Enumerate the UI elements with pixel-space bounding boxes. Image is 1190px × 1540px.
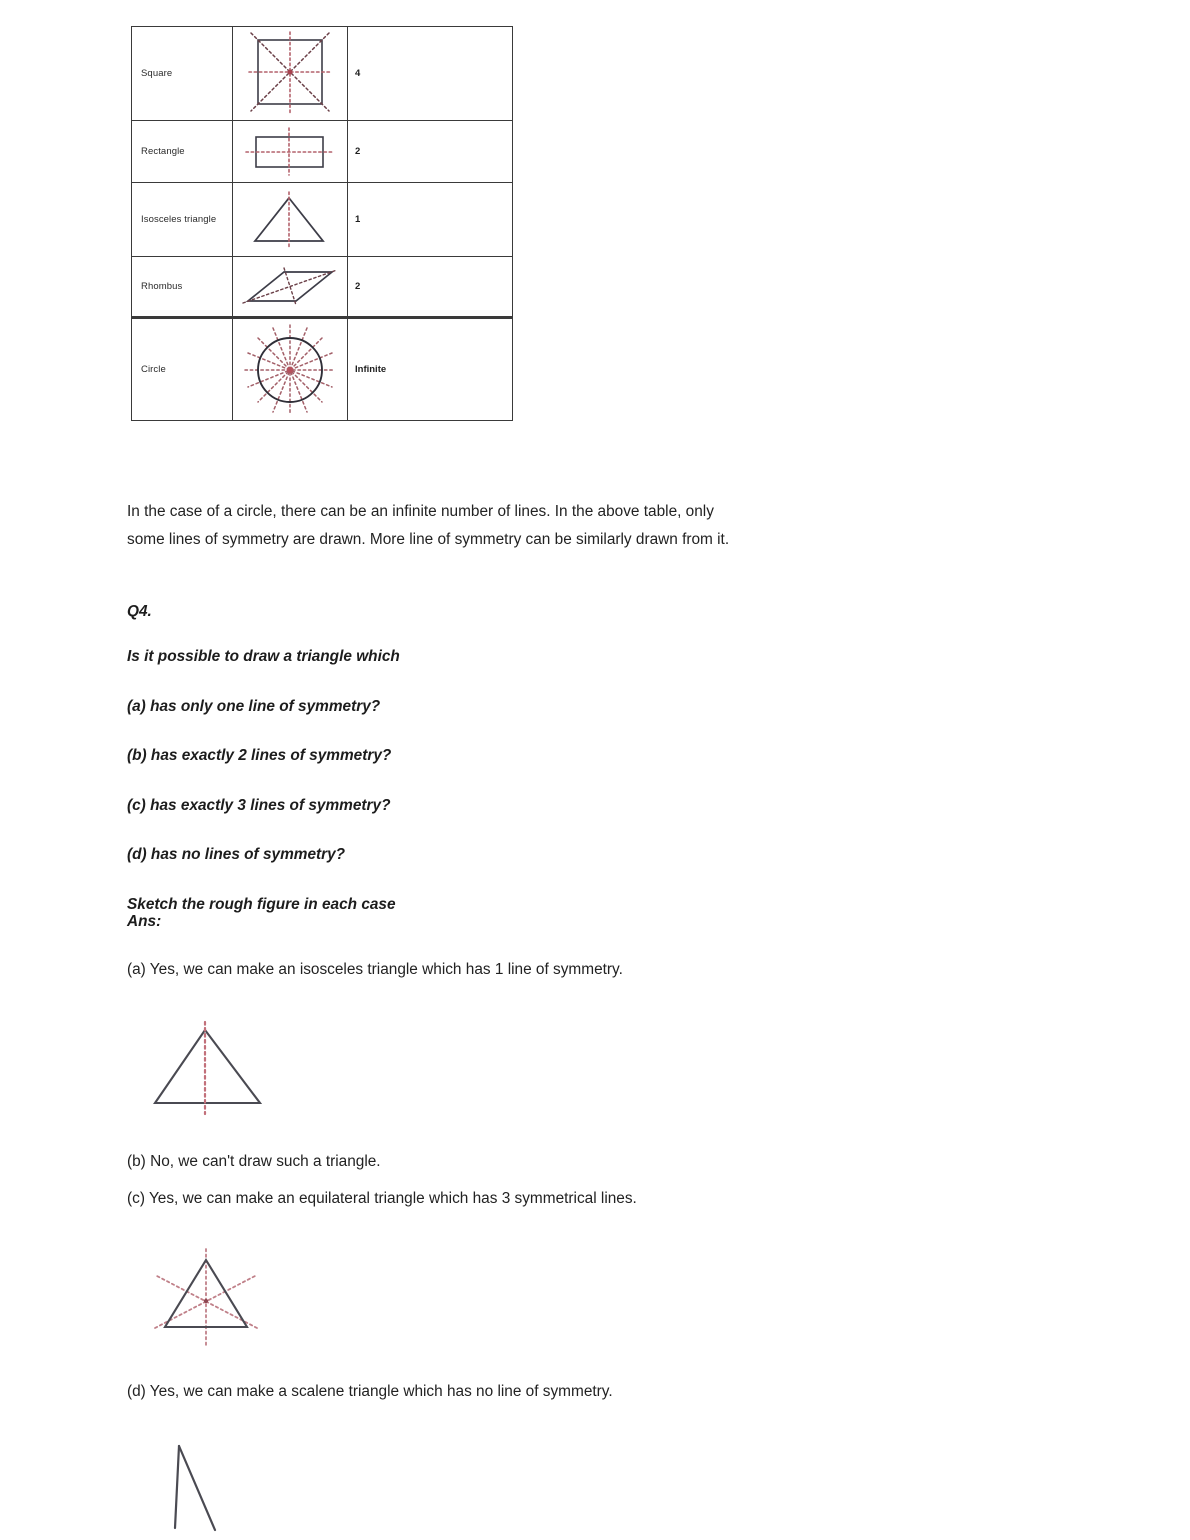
table-row <box>132 318 513 421</box>
square-symmetry-figure <box>233 30 347 118</box>
shape-name-label: Square <box>141 67 173 79</box>
lines-of-symmetry-table <box>131 26 513 421</box>
answer-a-text: (a) Yes, we can make an isosceles triangle which has 1 line of symmetry. <box>127 961 623 978</box>
answer-b-block <box>127 1148 381 1176</box>
shape-name-label: Rectangle <box>141 145 185 157</box>
shape-name-label: Circle <box>141 363 166 375</box>
answer-label-block <box>127 908 161 958</box>
isosceles-triangle-symmetry-figure <box>233 185 347 255</box>
shape-name-label: Isosceles triangle <box>141 213 217 225</box>
question-option-a: (a) has only one line of symmetry? <box>127 697 381 715</box>
intro-paragraph: In the case of a circle, there can be an infinite number of lines. In the above table, only some lines of symmetry are drawn. More line of symmetry can be similarly drawn from it. <box>127 503 730 548</box>
answer-label: Ans: <box>127 913 162 930</box>
shape-name-cell <box>132 183 233 257</box>
question-option-b: (b) has exactly 2 lines of symmetry? <box>127 747 392 764</box>
shape-figure-cell <box>233 27 348 121</box>
lines-count-label: 2 <box>355 146 361 157</box>
equilateral-triangle-three-symmetry-lines-figure <box>143 1244 293 1359</box>
scalene-triangle-no-symmetry-line-figure <box>143 1428 293 1538</box>
shape-figure-cell <box>233 183 348 257</box>
intro-paragraph-block <box>127 498 747 559</box>
lines-count-cell <box>348 27 513 121</box>
answer-c-block <box>127 1185 637 1213</box>
table-row <box>132 27 513 121</box>
shape-name-cell <box>132 318 233 421</box>
rhombus-symmetry-figure <box>233 259 347 315</box>
question-number-block <box>127 598 152 643</box>
answer-b-text: (b) No, we can't draw such a triangle. <box>127 1153 381 1170</box>
question-number: Q4. <box>127 603 152 620</box>
table-row <box>132 257 513 318</box>
lines-count-cell <box>348 183 513 257</box>
lines-count-label: Infinite <box>355 364 387 375</box>
table-row <box>132 121 513 183</box>
shape-figure-cell <box>233 257 348 318</box>
answer-d-block <box>127 1378 613 1406</box>
rectangle-symmetry-figure <box>233 123 347 181</box>
circle-symmetry-figure <box>233 321 347 419</box>
question-option-d: (d) has no lines of symmetry? <box>127 846 346 863</box>
table-row <box>132 183 513 257</box>
shape-name-label: Rhombus <box>141 280 183 292</box>
lines-count-cell <box>348 121 513 183</box>
question-instruction: Sketch the rough figure in each case <box>127 895 396 913</box>
answer-a-block <box>127 956 623 984</box>
lines-count-cell <box>348 257 513 318</box>
isosceles-triangle-one-symmetry-line-figure <box>137 1006 287 1121</box>
shape-name-cell <box>132 257 233 318</box>
lines-count-cell <box>348 318 513 421</box>
shape-figure-cell <box>233 121 348 183</box>
answer-d-text: (d) Yes, we can make a scalene triangle which has no line of symmetry. <box>127 1383 613 1400</box>
lines-of-symmetry-table-container <box>131 26 509 421</box>
question-option-c: (c) has exactly 3 lines of symmetry? <box>127 796 391 814</box>
shape-figure-cell <box>233 318 348 421</box>
lines-count-label: 4 <box>355 68 361 79</box>
shape-name-cell <box>132 27 233 121</box>
answer-c-text: (c) Yes, we can make an equilateral triangle which has 3 symmetrical lines. <box>127 1190 637 1207</box>
shape-name-cell <box>132 121 233 183</box>
lines-count-label: 2 <box>355 281 361 292</box>
question-block <box>127 643 400 940</box>
lines-count-label: 1 <box>355 214 361 225</box>
question-prompt: Is it possible to draw a triangle which <box>127 648 400 665</box>
